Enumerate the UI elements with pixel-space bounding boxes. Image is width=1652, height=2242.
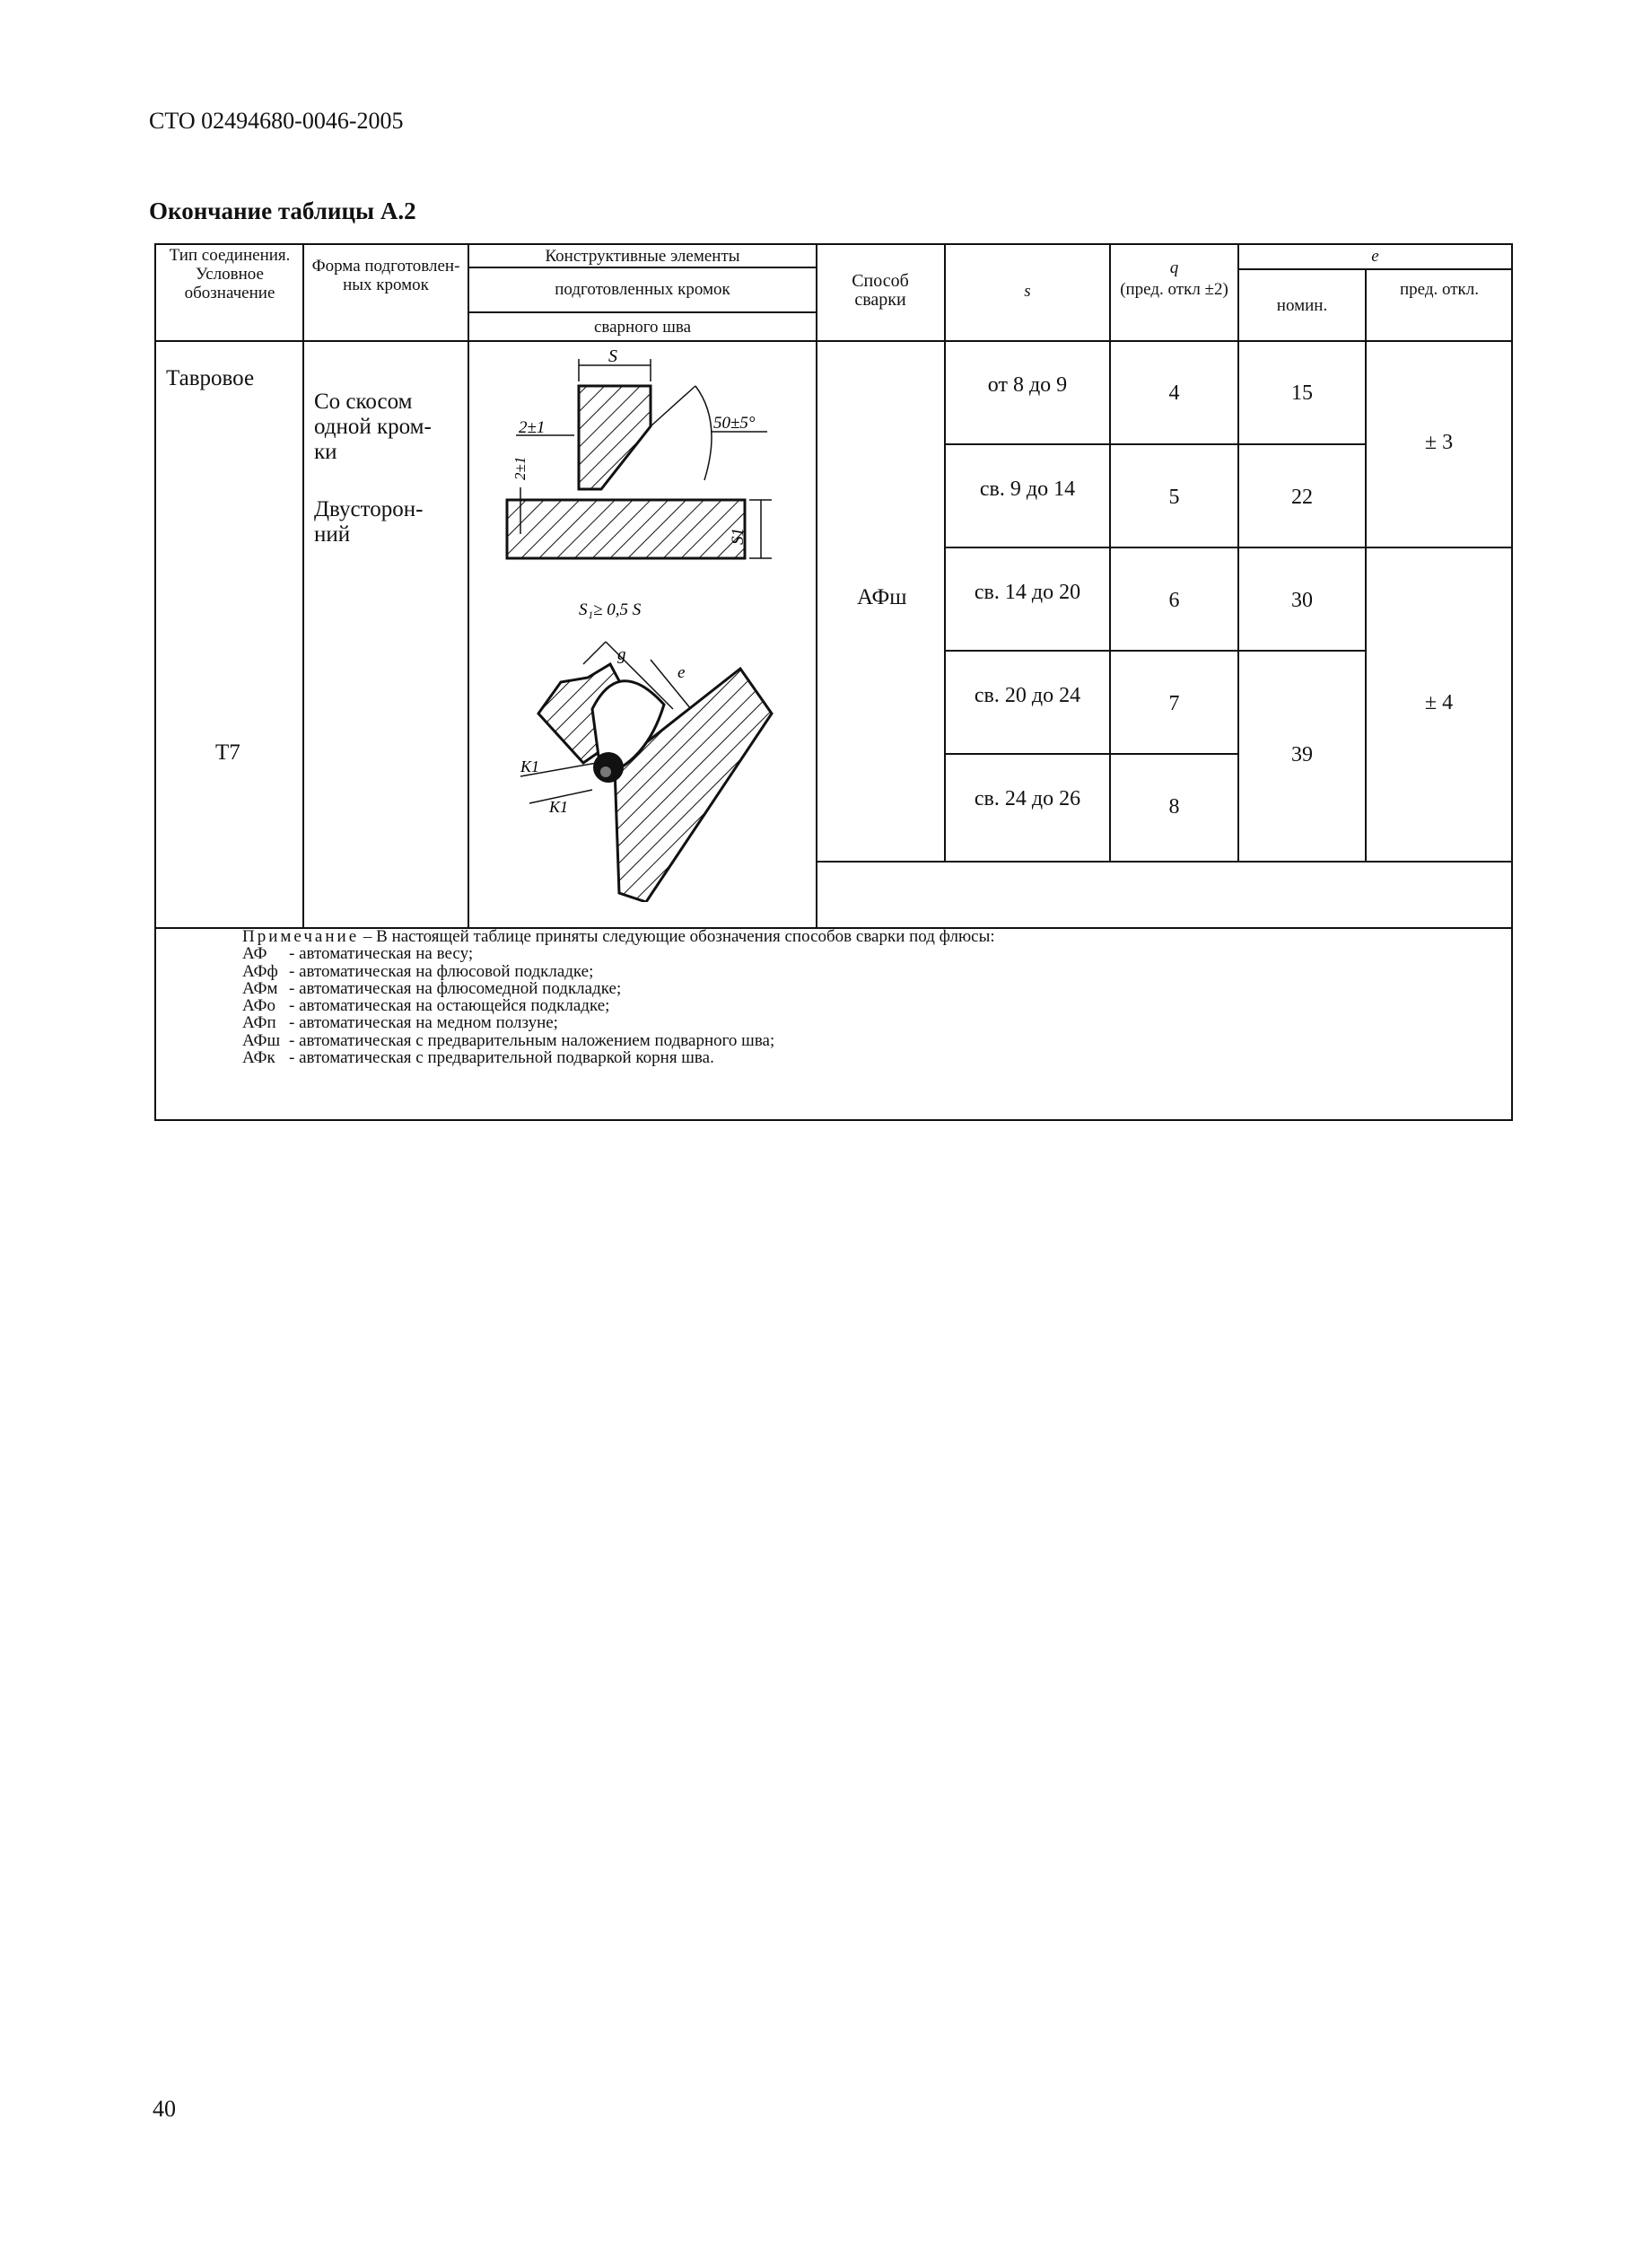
- header-elements: Конструктивные элементы: [545, 247, 740, 266]
- label-angle: 50±5°: [713, 414, 756, 433]
- header-type: Тип соединения. Условное обозначение: [169, 246, 291, 302]
- header-method: Способ сварки: [852, 271, 909, 310]
- e-tol-2: ± 4: [1424, 691, 1454, 714]
- label-k2: K1: [549, 798, 569, 816]
- table-caption: Окончание таблицы А.2: [149, 197, 416, 224]
- header-e-nominal: номин.: [1276, 296, 1328, 315]
- header-q: q: [1169, 258, 1179, 277]
- header-e-tolerance: пред. откл.: [1399, 280, 1480, 299]
- label-root: 2±1: [511, 456, 529, 480]
- form2-line-1: Двусторон-: [314, 497, 424, 521]
- row3-e-nom: 30: [1291, 589, 1313, 612]
- header-elements-prepared: подготовленных кромок: [555, 280, 730, 299]
- row1-e-nom: 15: [1291, 381, 1313, 405]
- header-q-tolerance: (пред. откл ±2): [1120, 280, 1228, 299]
- note-title: Примечание: [242, 927, 360, 946]
- header-form: Форма подготовлен-ных кромок: [311, 257, 460, 294]
- table-note: [242, 928, 995, 1066]
- label-e: e: [677, 663, 686, 682]
- form-line-2: одной кром-: [314, 415, 432, 439]
- label-g: g: [617, 645, 626, 664]
- weld-method: АФш: [857, 585, 907, 609]
- header-s: s: [1024, 282, 1031, 301]
- row3-q: 6: [1168, 589, 1180, 612]
- e-tol-1: ± 3: [1424, 431, 1454, 454]
- header-e: e: [1371, 247, 1379, 266]
- document-code: СТО 02494680-0046-2005: [149, 108, 404, 134]
- label-k1: K1: [520, 758, 540, 775]
- row1-q: 4: [1168, 381, 1180, 405]
- label-condition: S₁≥ 0,5 S: [579, 600, 642, 619]
- page-number: 40: [153, 2096, 176, 2122]
- note-item: АФм - автоматическая на флюсомедной подкладке;: [242, 978, 622, 998]
- row1-s: от 8 до 9: [987, 373, 1068, 397]
- row2-s: св. 9 до 14: [979, 477, 1076, 501]
- edge-preparation-drawing: [485, 346, 808, 902]
- form2-line-2: ний: [314, 522, 351, 547]
- header-elements-weld: сварного шва: [593, 318, 692, 337]
- e-nom-merged: 39: [1291, 743, 1313, 766]
- row4-q: 7: [1168, 692, 1180, 715]
- note-item: АФп - автоматическая на медном ползуне;: [242, 1013, 558, 1033]
- row5-q: 8: [1168, 795, 1180, 819]
- note-item: АФк - автоматическая с предварительной подваркой корня шва.: [242, 1048, 714, 1068]
- row2-e-nom: 22: [1291, 486, 1313, 509]
- row2-q: 5: [1168, 486, 1180, 509]
- form-line-3: ки: [314, 440, 337, 464]
- note-item: АФш - автоматическая с предварительным наложением подварного шва;: [242, 1030, 775, 1050]
- label-s: S: [608, 346, 617, 366]
- note-item: АФо - автоматическая на остающейся подкладке;: [242, 996, 610, 1016]
- label-s1: S1: [729, 528, 747, 545]
- note-item: АФ - автоматическая на весу;: [242, 944, 474, 964]
- row5-s: св. 24 до 26: [974, 787, 1081, 810]
- joint-code: Т7: [215, 740, 240, 765]
- joint-type: Тавровое: [166, 366, 255, 390]
- label-gap: 2±1: [519, 418, 546, 437]
- note-intro: – В настоящей таблице приняты следующие обозначения способов сварки под флюсы:: [359, 927, 995, 946]
- form-line-1: Со скосом: [314, 390, 413, 414]
- row3-s: св. 14 до 20: [974, 581, 1081, 604]
- note-item: АФф - автоматическая на флюсовой подкладке;: [242, 961, 594, 981]
- row4-s: св. 20 до 24: [974, 684, 1081, 707]
